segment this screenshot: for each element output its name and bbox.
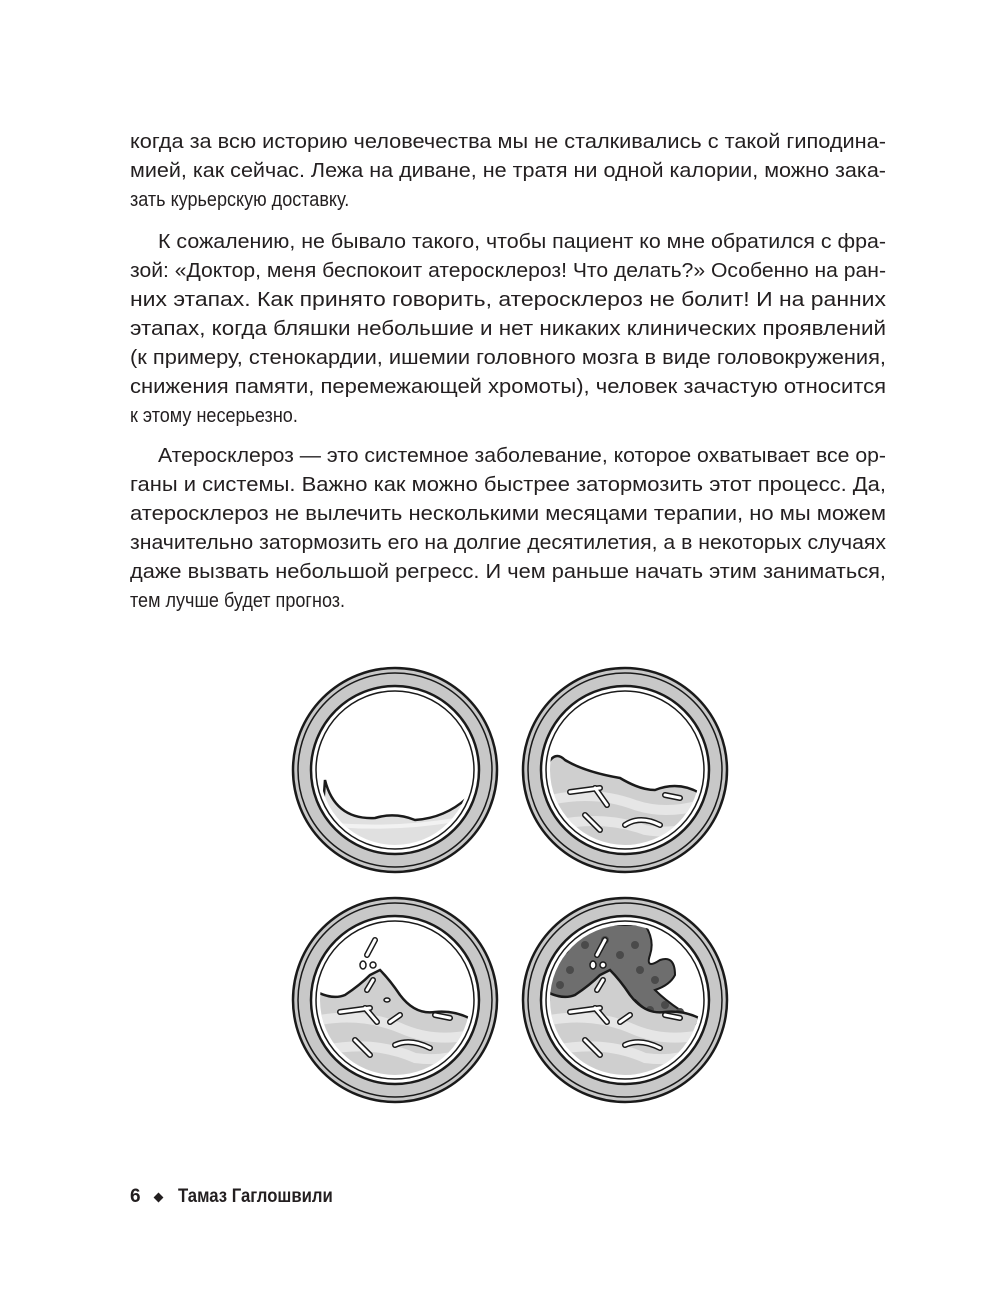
paragraph-3: [130, 441, 886, 615]
text-line: атеросклероз не вылечить несколькими месяцами терапии, но мы можем: [130, 502, 886, 525]
paragraph-2: [130, 227, 886, 430]
text-line: них этапах. Как принято говорить, атеросклероз не болит! И на ранних: [130, 288, 886, 311]
text-line: мией, как сейчас. Лежа на диване, не тратя ни одной калории, можно зака-: [130, 159, 886, 182]
text-line: когда за всю историю человечества мы не сталкивались с такой гиподина-: [130, 130, 886, 153]
text-line: этапах, когда бляшки небольшие и нет никаких клинических проявлений: [130, 317, 886, 340]
text-line: зать курьерскую доставку.: [130, 188, 350, 211]
paragraph-1: [130, 127, 886, 214]
text-line: ганы и системы. Важно как можно быстрее затормозить этот процесс. Да,: [130, 473, 886, 496]
text-line: К сожалению, не бывало такого, чтобы пациент ко мне обратился с фра-: [158, 230, 886, 253]
text-line: Атеросклероз — это системное заболевание, которое охватывает все ор-: [158, 444, 886, 467]
text-line: к этому несерьезно.: [130, 404, 298, 427]
author-name: Тамаз Гаглошвили: [177, 1186, 333, 1207]
artery-panel-2: [523, 668, 727, 872]
artery-panel-3: [293, 898, 497, 1102]
text-line: зой: «Доктор, меня беспокоит атеросклероз! Что делать?» Особенно на ран-: [130, 259, 887, 282]
bullet-separator-icon: [153, 1192, 163, 1202]
text-line: даже вызвать небольшой регресс. И чем раньше начать этим заниматься,: [130, 560, 887, 583]
artery-stages-illustration: [290, 665, 730, 1115]
artery-panel-1: [293, 668, 497, 872]
page-footer: [130, 1186, 354, 1208]
text-line: (к примеру, стенокардии, ишемии головного мозга в виде головокружения,: [130, 346, 886, 369]
text-line: тем лучше будет прогноз.: [130, 589, 346, 612]
text-line: снижения памяти, перемежающей хромоты), человек зачастую относится: [130, 375, 886, 398]
artery-panel-4: [523, 898, 727, 1102]
page-number: 6: [130, 1186, 141, 1207]
text-line: значительно затормозить его на долгие десятилетия, а в некоторых случаях: [130, 531, 886, 554]
